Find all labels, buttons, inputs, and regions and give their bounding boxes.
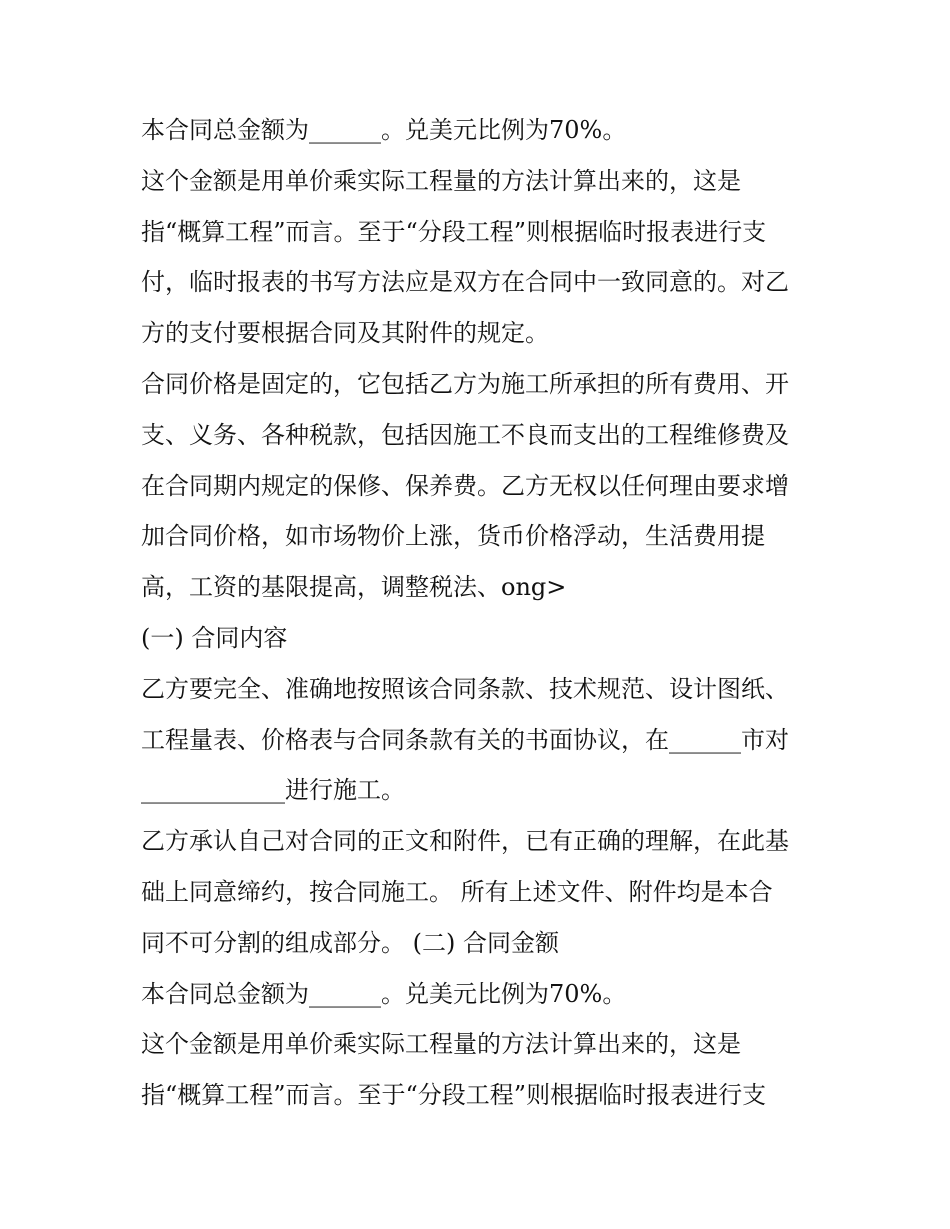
text-line: 乙方承认自己对合同的正文和附件，已有正确的理解，在此基 <box>141 827 789 856</box>
text-line: 高，工资的基限提高，调整税法、ong> <box>141 573 567 602</box>
text-line: 方的支付要根据合同及其附件的规定。 <box>141 319 549 348</box>
text-line: 支、义务、各种税款，包括因施工不良而支出的工程维修费及 <box>141 420 789 449</box>
text-line: 本合同总金额为______。兑美元比例为70%。 <box>141 979 627 1008</box>
text-line: ____________进行施工。 <box>141 776 405 805</box>
text-line: 础上同意缔约，按合同施工。 所有上述文件、附件均是本合 <box>141 877 773 906</box>
text-line: 付，临时报表的书写方法应是双方在合同中一致同意的。对乙 <box>141 268 789 297</box>
text-line: 在合同期内规定的保修、保养费。乙方无权以任何理由要求增 <box>141 471 789 500</box>
text-line: 乙方要完全、准确地按照该合同条款、技术规范、设计图纸、 <box>141 674 789 703</box>
text-line: 工程量表、价格表与合同条款有关的书面协议，在______市对 <box>141 725 789 754</box>
text-line: 指“概算工程”而言。至于“分段工程”则根据临时报表进行支 <box>141 1081 767 1110</box>
text-line: 这个金额是用单价乘实际工程量的方法计算出来的，这是 <box>141 1030 741 1059</box>
text-line: 这个金额是用单价乘实际工程量的方法计算出来的，这是 <box>141 166 741 195</box>
text-line: 指“概算工程”而言。至于“分段工程”则根据临时报表进行支 <box>141 217 767 246</box>
text-line: 加合同价格，如市场物价上涨，货币价格浮动，生活费用提 <box>141 522 765 551</box>
document-body <box>141 108 821 1124</box>
text-line: 本合同总金额为______。兑美元比例为70%。 <box>141 116 627 144</box>
text-line: 合同价格是固定的，它包括乙方为施工所承担的所有费用、开 <box>141 369 789 398</box>
section-heading: (一) 合同内容 <box>141 623 288 652</box>
text-line: 同不可分割的组成部分。 (二) 合同金额 <box>141 928 559 957</box>
